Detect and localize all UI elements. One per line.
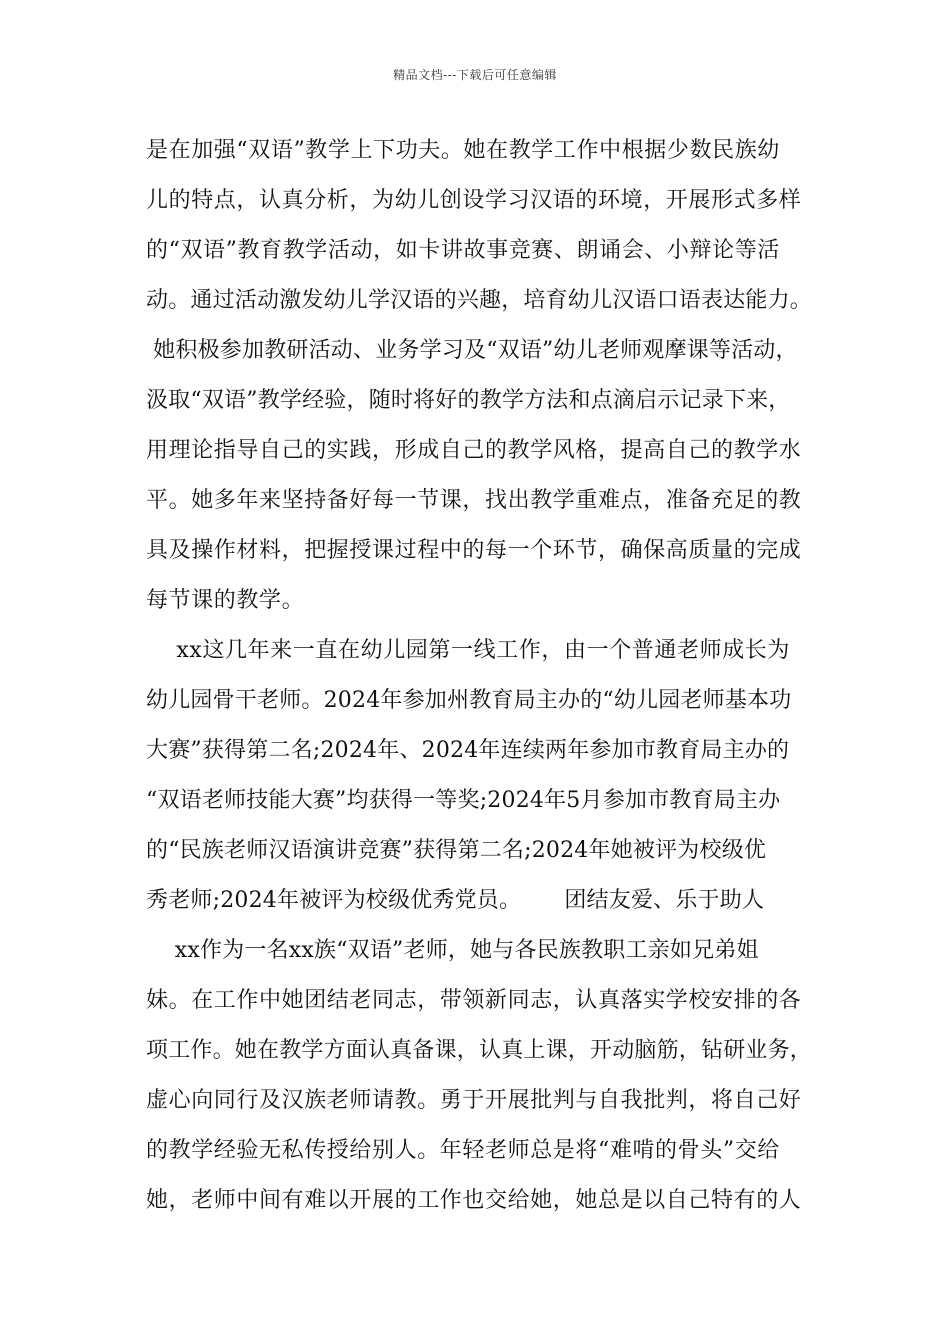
text-line: 妹。在工作中她团结老同志，带领新同志，认真落实学校安排的各	[146, 988, 802, 1013]
text-line: 项工作。她在教学方面认真备课，认真上课，开动脑筋，钻研业务，	[146, 1038, 813, 1063]
text-line: “双语老师技能大赛”均获得一等奖;2024年5月参加市教育局主办	[146, 788, 781, 813]
text-line: 虚心向同行及汉族老师请教。勇于开展批判与自我批判，将自己好	[146, 1088, 802, 1113]
text-line: 大赛”获得第二名;2024年、2024年连续两年参加市教育局主办的	[146, 738, 790, 763]
text-line: xx这几年来一直在幼儿园第一线工作，由一个普通老师成长为	[146, 638, 790, 663]
text-line: 的“民族老师汉语演讲竞赛”获得第二名;2024年她被评为校级优	[146, 838, 767, 863]
text-line: 动。通过活动激发幼儿学汉语的兴趣，培育幼儿汉语口语表达能力。	[146, 288, 813, 313]
body-text	[146, 133, 816, 1233]
page-header: 精品文档---下载后可任意编辑	[393, 68, 557, 82]
text-line: 平。她多年来坚持备好每一节课，找出教学重难点，准备充足的教	[146, 488, 802, 513]
text-line: 是在加强“双语”教学上下功夫。她在教学工作中根据少数民族幼	[146, 138, 780, 163]
text-line: xx作为一名xx族“双语”老师，她与各民族教职工亲如兄弟姐	[146, 938, 759, 963]
text-line: 秀老师;2024年被评为校级优秀党员。 团结友爱、乐于助人	[146, 888, 765, 913]
text-line: 她，老师中间有难以开展的工作也交给她，她总是以自己特有的人	[146, 1188, 802, 1213]
text-line: 幼儿园骨干老师。2024年参加州教育局主办的“幼儿园老师基本功	[146, 688, 792, 713]
text-line: 具及操作材料，把握授课过程中的每一个环节，确保高质量的完成	[146, 538, 802, 563]
text-line: 她积极参加教研活动、业务学习及“双语”幼儿老师观摩课等活动，	[146, 338, 798, 363]
text-line: 的教学经验无私传授给别人。年轻老师总是将“难啃的骨头”交给	[146, 1138, 780, 1163]
text-line: 的“双语”教育教学活动，如卡讲故事竞赛、朗诵会、小辩论等活	[146, 238, 780, 263]
text-line: 用理论指导自己的实践，形成自己的教学风格，提高自己的教学水	[146, 438, 802, 463]
text-line: 汲取“双语”教学经验，随时将好的教学方法和点滴启示记录下来，	[146, 388, 791, 413]
text-line: 儿的特点，认真分析，为幼儿创设学习汉语的环境，开展形式多样	[146, 188, 802, 213]
text-line: 每节课的教学。	[146, 588, 305, 613]
